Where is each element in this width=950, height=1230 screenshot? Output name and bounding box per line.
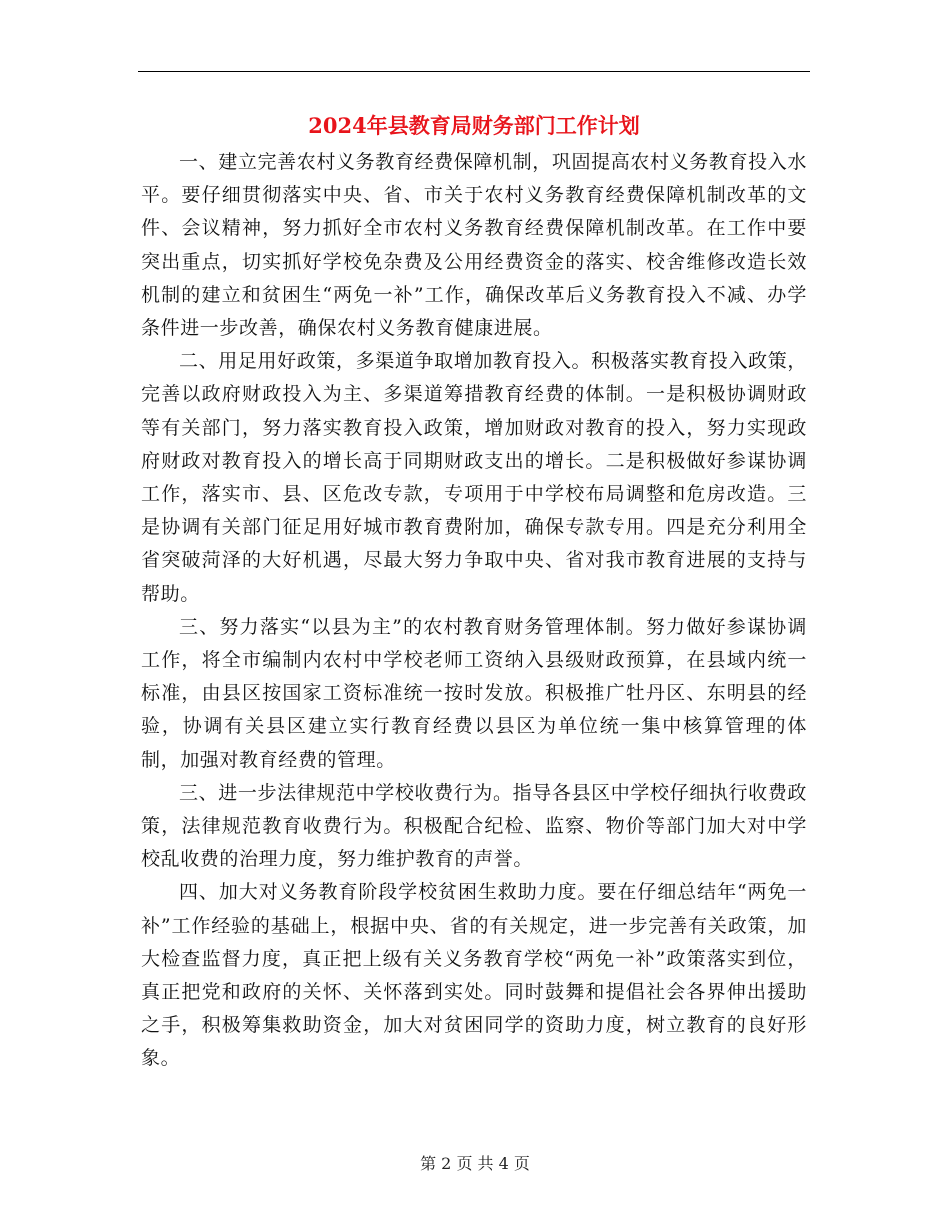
paragraph-3: 三、努力落实“以县为主”的农村教育财务管理体制。努力做好参谋协调工作，将全市编制内农村中学校老师工资纳入县级财政预算，在县域内统一标准，由县区按国家工资标准统一按时发放。积极推广牡丹区、东明县的经验，协调有关县区建立实行教育经费以县区为单位统一集中核算管理的体制，加强对教育经费的管理。	[141, 615, 807, 771]
document-body	[141, 146, 807, 1076]
document-title: 2024年县教育局财务部门工作计划	[308, 113, 640, 138]
paragraph-4: 三、进一步法律规范中学校收费行为。指导各县区中学校仔细执行收费政策，法律规范教育收费行为。积极配合纪检、监察、物价等部门加大对中学校乱收费的治理力度，努力维护教育的声誉。	[141, 781, 807, 871]
paragraph-1: 一、建立完善农村义务教育经费保障机制，巩固提高农村义务教育投入水平。要仔细贯彻落实中央、省、市关于农村义务教育经费保障机制改革的文件、会议精神，努力抓好全市农村义务教育经费保障机制改革。在工作中要突出重点，切实抓好学校免杂费及公用经费资金的落实、校舍维修改造长效机制的建立和贫困生“两免一补”工作，确保改革后义务教育投入不减、办学条件进一步改善，确保农村义务教育健康进展。	[141, 151, 807, 340]
paragraph-2: 二、用足用好政策，多渠道争取增加教育投入。积极落实教育投入政策，完善以政府财政投入为主、多渠道筹措教育经费的体制。一是积极协调财政等有关部门，努力落实教育投入政策，增加财政对教育的投入，努力实现政府财政对教育投入的增长高于同期财政支出的增长。二是积极做好参谋协调工作，落实市、县、区危改专款，专项用于中学校布局调整和危房改造。三是协调有关部门征足用好城市教育费附加，确保专款专用。四是充分利用全省突破菏泽的大好机遇，尽最大努力争取中央、省对我市教育进展的支持与帮助。	[141, 350, 807, 605]
page-number-label: 第 2 页 共 4 页	[420, 1154, 530, 1173]
page-footer	[0, 1152, 950, 1176]
header-divider	[138, 71, 810, 72]
paragraph-5: 四、加大对义务教育阶段学校贫困生救助力度。要在仔细总结年“两免一补”工作经验的基础上，根据中央、省的有关规定，进一步完善有关政策，加大检查监督力度，真正把上级有关义务教育学校“两免一补”政策落实到位，真正把党和政府的关怀、关怀落到实处。同时鼓舞和提倡社会各界伸出援助之手，积极筹集救助资金，加大对贫困同学的资助力度，树立教育的良好形象。	[141, 881, 807, 1070]
